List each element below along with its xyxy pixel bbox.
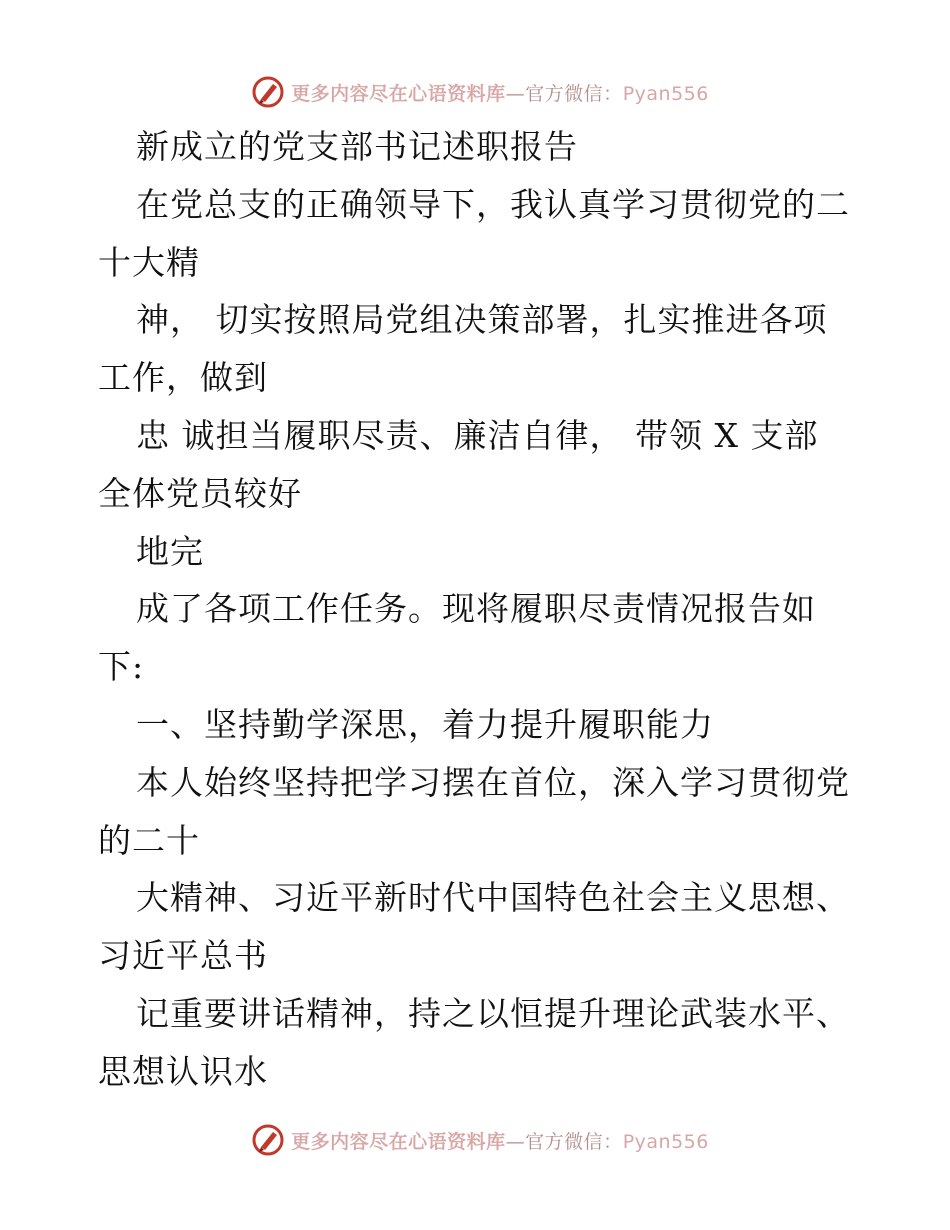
text-line: 工作，做到 bbox=[98, 358, 268, 398]
text-line: 地完 bbox=[136, 531, 204, 571]
watermark-sub: 官方微信： bbox=[525, 82, 623, 105]
document-body bbox=[98, 118, 858, 1101]
pen-logo-icon bbox=[251, 75, 285, 109]
watermark-dash: — bbox=[505, 82, 526, 105]
watermark-id: Pyan556 bbox=[622, 82, 709, 105]
watermark-id: Pyan556 bbox=[622, 1130, 709, 1153]
footer-watermark bbox=[0, 1120, 950, 1160]
document-title: 新成立的党支部书记述职报告 bbox=[136, 127, 578, 166]
text-line: 本人始终坚持把学习摆在首位，深入学习贯彻党 bbox=[136, 762, 850, 802]
text-line: 大精神、习近平新时代中国特色社会主义思想、 bbox=[136, 878, 850, 918]
text-line: 十大精 bbox=[98, 242, 200, 282]
text-line: 的二十 bbox=[98, 820, 200, 860]
text-line: 记重要讲话精神，持之以恒提升理论武装水平、 bbox=[136, 993, 850, 1033]
text-line: 在党总支的正确领导下，我认真学习贯彻党的二 bbox=[136, 184, 850, 224]
watermark-main: 更多内容尽在心语资料库 bbox=[291, 1130, 506, 1153]
text-line: 成了各项工作任务。现将履职尽责情况报告如 bbox=[136, 589, 816, 629]
watermark-text bbox=[291, 1127, 709, 1154]
pen-logo-icon bbox=[251, 1123, 285, 1157]
text-line: 忠 诚担当履职尽责、廉洁自律， 带领 X 支部 bbox=[136, 415, 819, 455]
text-line: 下: bbox=[98, 647, 145, 687]
watermark-text bbox=[291, 79, 709, 106]
watermark-inner bbox=[251, 1123, 709, 1157]
text-line: 全体党员较好 bbox=[98, 473, 302, 513]
watermark-sub: 官方微信： bbox=[525, 1130, 623, 1153]
text-line: 思想认识水 bbox=[98, 1051, 268, 1091]
header-watermark bbox=[0, 72, 950, 112]
watermark-inner bbox=[251, 75, 709, 109]
text-line: 神， 切实按照局党组决策部署，扎实推进各项 bbox=[136, 300, 828, 340]
watermark-main: 更多内容尽在心语资料库 bbox=[291, 82, 506, 105]
text-line: 一、坚持勤学深思，着力提升履职能力 bbox=[136, 704, 714, 744]
watermark-dash: — bbox=[505, 1130, 526, 1153]
text-line: 习近平总书 bbox=[98, 936, 268, 976]
